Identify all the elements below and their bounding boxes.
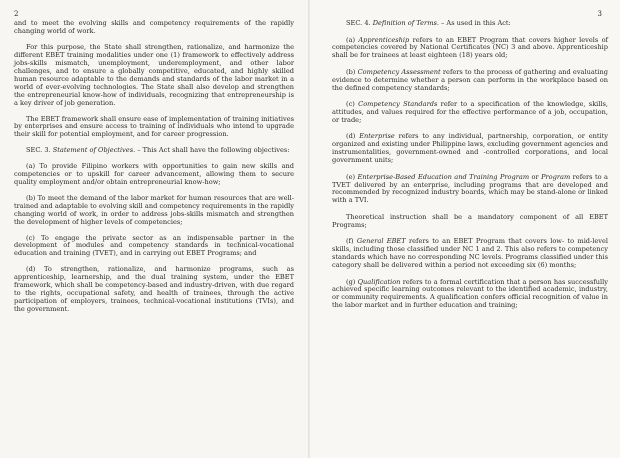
definition-competency-standards: (c) Competency Standards refer to a specification of the knowledge, skills, attitudes, and values required for the effective performance of a job, occupation, or trade; (332, 100, 608, 124)
paragraph-continuation: and to meet the evolving skills and competency requirements of the rapidly changing world of work. (14, 19, 294, 35)
section-intro: – As used in this Act: (438, 19, 511, 27)
objective-c: (c) To engage the private sector as an indispensable partner in the development of modules and competency standards in technical-vocational education and training (TVET), and in carrying out EBET Programs; and (14, 233, 294, 258)
section-3-heading (14, 147, 294, 155)
section-label: SEC. 4. (346, 19, 373, 27)
section-label: SEC. 3. (26, 146, 53, 155)
section-4-heading (332, 20, 608, 28)
definition-general-ebet: (f) General EBET refers to an EBET Program that covers low- to mid-level skills, including those classified under NC 1 and 2. This also refers to competency standards which have no corresponding NC levels. Programs classified under this category shall be delivered within a period not exceeding six (6) months; (332, 237, 608, 269)
right-page (310, 0, 620, 458)
definition-ebet-program: (e) Enterprise-Based Education and Training Program or Program refers to a TVET delivered by an enterprise, including programs that are developed and recommended by recognized industry boards, which may be stand-alone or linked with a TVI. (332, 172, 608, 205)
defined-term: Enterprise (359, 132, 395, 141)
page-number: 2 (14, 10, 19, 18)
section-title: Definition of Terms. (372, 19, 439, 27)
paragraph-purpose: For this purpose, the State shall strengthen, rationalize, and harmonize the different EBET training modalities under one (1) framework to effectively address jobs-skills mismatch, unemployment, underemployment, and other labor challenges, and to ensure a globally competitive, educated, and highly skilled human resource adaptable to the demands and standards of the labor market in a world of ever-evolving technologies. The State shall also develop and strengthen the entrepreneurial know-how of individuals, recognizing that entrepreneurship is a key driver of job generation. (14, 43, 294, 107)
defined-term: Competency Standards (358, 100, 438, 109)
definition-competency-assessment: (b) Competency Assessment refers to the process of gathering and evaluating evidence to determine whether a person can perform in the workplace based on the defined competency standards; (332, 67, 609, 92)
objective-d: (d) To strengthen, rationalize, and harmonize programs, such as apprenticeship, learnership, and the dual training system, under the EBET framework, which shall be competency-based and industry-driven, with due regard to the rights, occupational safety, and health of trainees, through the active participation of employers, trainees, technical-vocational institutions (TVIs), and the government. (14, 265, 294, 313)
definition-enterprise: (d) Enterprise refers to any individual, partnership, corporation, or entity organized and existing under Philippine laws, excluding government agencies and instrumentalities, government-owned and -controlled corporations, and local government units; (332, 132, 608, 165)
paragraph-theoretical-instruction: Theoretical instruction shall be a mandatory component of all EBET Programs; (332, 212, 608, 229)
definition-apprenticeship: (a) Apprenticeship refers to an EBET Program that covers higher levels of competencies covered by National Certificates (NC) 3 and above. Apprenticeship shall be for trainees at least eighteen (18) years old; (332, 35, 608, 60)
defined-term: Program (541, 172, 571, 181)
defined-term: Enterprise-Based Education and Training Program (357, 172, 530, 181)
objective-b: (b) To meet the demand of the labor market for human resources that are well-trained and adaptable to evolving skill and competency requirements in the rapidly changing world of work, in order to address jobs-skills mismatch and strengthen the development of higher levels of competencies; (14, 193, 294, 226)
objective-a: (a) To provide Filipino workers with opportunities to gain new skills and competencies or to upskill for career advancement, allowing them to secure quality employment and/or obtain entrepreneurial know-how; (14, 162, 294, 186)
page-number: 3 (597, 10, 602, 18)
defined-term: Competency Assessment (357, 67, 441, 76)
defined-term: General EBET (356, 237, 406, 246)
definition-qualification: (g) Qualification refers to a formal certification that a person has successfully achieved specific learning outcomes relevant to the identified academic, industry, or community requirements. A qualification confers official recognition of value in the labor market and in further education and training; (332, 277, 608, 310)
defined-term: Qualification (357, 277, 401, 286)
paragraph-ebet-framework: The EBET framework shall ensure ease of implementation of training initiatives by enterprises and ensure access to training of individuals who intend to upgrade their skill for potential employment, and for career progression. (14, 114, 294, 139)
section-title: Statement of Objectives. (52, 146, 136, 155)
defined-term: Apprenticeship (358, 35, 410, 44)
section-intro: – This Act shall have the following objectives: (135, 146, 290, 155)
